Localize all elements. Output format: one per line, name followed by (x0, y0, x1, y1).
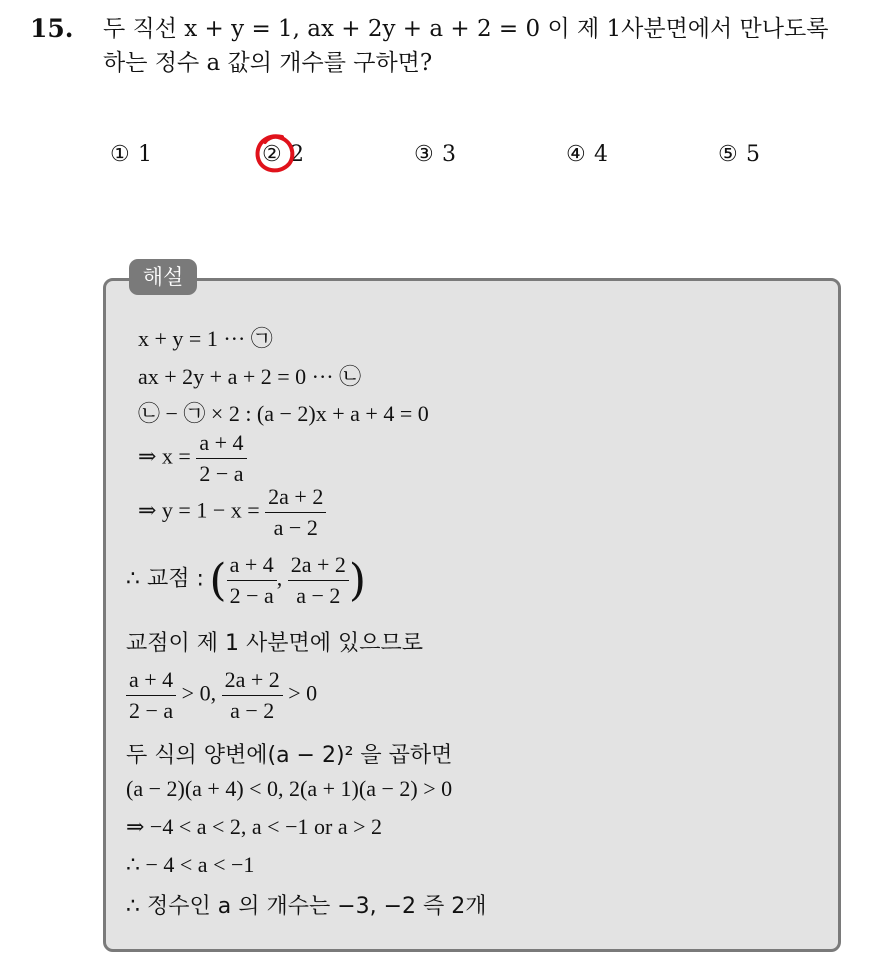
choice-3-mark: ③ (414, 142, 434, 167)
eq5-lhs: ⇒ y = 1 − x = (138, 497, 260, 523)
choice-3-value: 3 (442, 142, 456, 167)
answer-circle-icon (252, 131, 296, 175)
choice-2-value: 2 (290, 142, 304, 167)
solution-inequality (126, 665, 317, 726)
choice-4-value: 4 (594, 142, 608, 167)
solution-eq1: x + y = 1 ··· ㉠ (138, 326, 273, 351)
solution-eq3: ㉡ − ㉠ × 2 : (a − 2)x + a + 4 = 0 (138, 401, 429, 426)
choice-4-mark: ④ (566, 142, 586, 167)
solution-eq2: ax + 2y + a + 2 = 0 ··· ㉡ (138, 364, 362, 389)
eq6-numerator-1: a + 4 (227, 550, 277, 581)
ineq-numerator-1: a + 4 (126, 665, 176, 696)
choice-4[interactable] (566, 142, 608, 167)
solution-tab-label: 해설 (129, 259, 197, 295)
question-text (103, 12, 873, 80)
right-paren: ) (348, 555, 367, 606)
solution-eq5 (138, 482, 326, 543)
ineq-mid: > 0, (181, 680, 217, 706)
solution-eq4 (138, 428, 247, 489)
eq6-denominator-2: a − 2 (296, 583, 341, 608)
choice-2-mark: ② (262, 142, 282, 167)
choice-5-value: 5 (746, 142, 760, 167)
solution-eq6: ∴ 교점 : ( $\frac{a + 4}{2 - a}$ , $\frac{2a + 2}{a - 2}$ ) (126, 550, 366, 611)
eq5-fraction (265, 482, 326, 543)
solution-line-b: ⇒ −4 < a < 2, a < −1 or a > 2 (126, 814, 382, 839)
eq4-numerator: a + 4 (196, 428, 246, 459)
ineq-numerator-2: 2a + 2 (222, 665, 283, 696)
solution-text1: 교점이 제 1 사분면에 있으므로 (126, 631, 423, 656)
ineq-fraction-1 (126, 665, 176, 726)
solution-line-c: ∴ − 4 < a < −1 (126, 852, 255, 877)
choice-5-mark: ⑤ (718, 142, 738, 167)
solution-line-a: (a − 2)(a + 4) < 0, 2(a + 1)(a − 2) > 0 (126, 776, 453, 801)
solution-line-d: ∴ 정수인 a 의 개수는 −3, −2 즉 2개 (126, 894, 487, 919)
ineq-denominator-2: a − 2 (230, 698, 275, 723)
ineq-denominator-1: 2 − a (129, 698, 174, 723)
eq6-denominator-1: 2 − a (229, 583, 274, 608)
eq4-lhs: ⇒ x = (138, 443, 191, 469)
question-number: 15. (30, 14, 74, 43)
ineq-fraction-2 (222, 665, 283, 726)
solution-text2: 두 식의 양변에(a − 2)² 을 곱하면 (126, 743, 453, 768)
eq6-prefix: ∴ 교점 : (126, 566, 204, 592)
question-line-1: 두 직선 x + y = 1, ax + 2y + a + 2 = 0 이 제 1사분면에서 만나도록 (103, 16, 829, 42)
eq6-fraction-1 (227, 550, 277, 611)
left-paren: ( (209, 555, 227, 606)
eq6-fraction-2 (288, 550, 349, 611)
eq6-numerator-2: 2a + 2 (288, 550, 349, 581)
choice-1-mark: ① (110, 142, 130, 167)
choice-5[interactable] (718, 142, 760, 167)
answer-choices (0, 142, 884, 176)
eq4-fraction (196, 428, 246, 489)
choice-3[interactable] (414, 142, 456, 167)
eq4-denominator: 2 − a (199, 461, 244, 486)
ineq-end: > 0 (288, 680, 318, 706)
choice-1[interactable] (110, 142, 152, 167)
question-line-2: 하는 정수 a 값의 개수를 구하면? (103, 50, 433, 76)
eq5-denominator: a − 2 (273, 515, 318, 540)
choice-1-value: 1 (138, 142, 152, 167)
eq5-numerator: 2a + 2 (265, 482, 326, 513)
